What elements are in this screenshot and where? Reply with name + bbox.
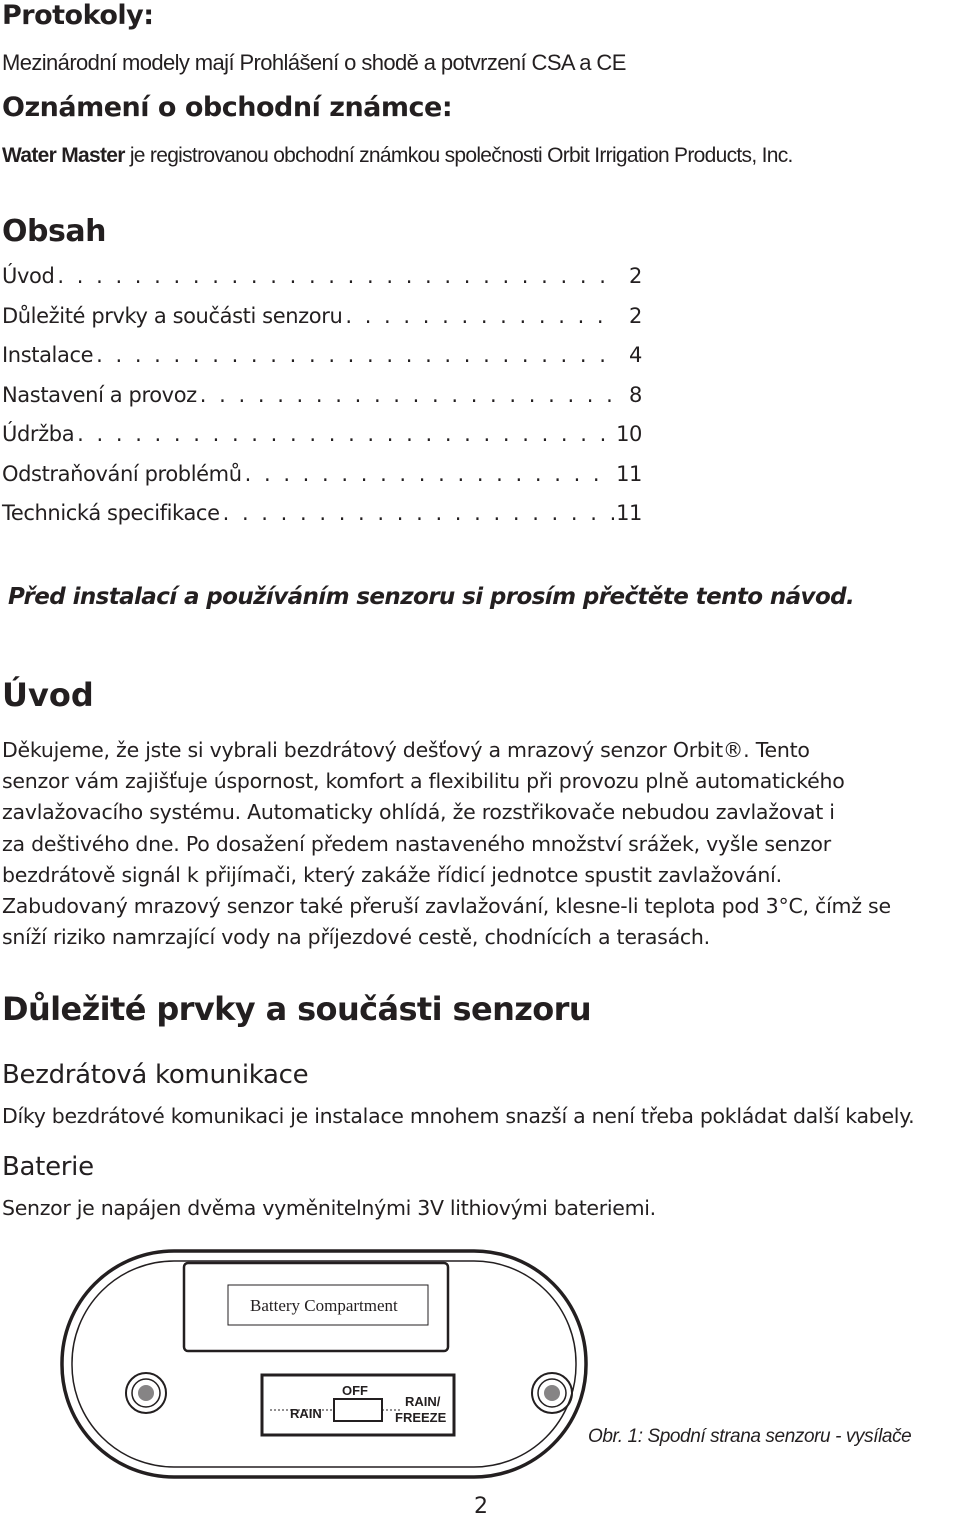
switch-label-rain: RAIN [290,1406,322,1421]
intro-line: senzor vám zajišťuje úspornost, komfort a flexibilitu při provozu plně automatického [2,769,845,794]
toc-item: Technická specifikace . . . 11 [2,501,642,541]
switch-label-off: OFF [342,1383,368,1398]
intro-line: za deštivého dne. Po dosažení předem nastaveného množství srážek, vyšle senzor [2,831,831,856]
table-of-contents [2,264,642,541]
battery-text: Senzor je napájen dvěma vyměnitelnými 3V lithiovými bateriemi. [2,1196,656,1220]
trademark-text [2,144,793,168]
toc-heading: Obsah [2,214,106,249]
read-manual-note: Před instalací a používáním senzoru si prosím přečtěte tento návod. [8,584,855,610]
left-screw-icon [126,1373,166,1413]
parts-heading: Důležité prvky a součásti senzoru [2,990,592,1028]
intro-line: sníží riziko namrzající vody na příjezdové cestě, chodnících a terasách. [2,925,710,950]
toc-item: Úvod . . . 2 [2,264,642,304]
protocols-heading: Protokoly: [2,0,154,31]
wireless-text: Díky bezdrátové komunikaci je instalace mnohem snazší a není třeba pokládat další kabely. [2,1104,915,1128]
intro-line: zavlažovacího systému. Automaticky ohlídá, že rozstřikovače nebudou zavlažovat i [2,800,835,825]
battery-compartment-label: Battery Compartment [250,1296,398,1315]
toc-item: Důležité prvky a součásti senzoru . . . 2 [2,304,642,344]
intro-line: Děkujeme, že jste si vybrali bezdrátový dešťový a mrazový senzor Orbit®. Tento [2,738,810,762]
battery-heading: Baterie [2,1152,94,1182]
switch-label-rain-freeze-top: RAIN/ [405,1394,441,1409]
protocols-text: Mezinárodní modely mají Prohlášení o shodě a potvrzení CSA a CE [2,50,626,75]
intro-line: Zabudovaný mrazový senzor také přeruší zavlažování, klesne-li teplota pod 3°C, čímž se [2,894,891,919]
intro-heading: Úvod [2,676,94,714]
trademark-brand: Water Master [2,144,125,167]
wireless-heading: Bezdrátová komunikace [2,1060,309,1090]
page-number: 2 [474,1494,488,1519]
toc-item: Odstraňování problémů . . . 11 [2,462,642,502]
intro-line: bezdrátově signál k přijímači, který zakáže řídicí jednotce spustit zavlažování. [2,862,782,887]
figure-caption: Obr. 1: Spodní strana senzoru - vysílače [588,1426,912,1447]
right-screw-icon [532,1373,572,1413]
trademark-heading: Oznámení o obchodní známce: [2,92,453,123]
switch-label-rain-freeze-bottom: FREEZE [395,1410,447,1425]
intro-paragraph [2,735,907,953]
sensor-bottom-diagram [60,1245,600,1485]
toc-item: Instalace . . . 4 [2,343,642,383]
trademark-body: je registrovanou obchodní známkou společnosti Orbit Irrigation Products, Inc. [124,144,793,167]
toc-item: Nastavení a provoz . . . 8 [2,383,642,423]
toc-item: Údržba . . . 10 [2,422,642,462]
